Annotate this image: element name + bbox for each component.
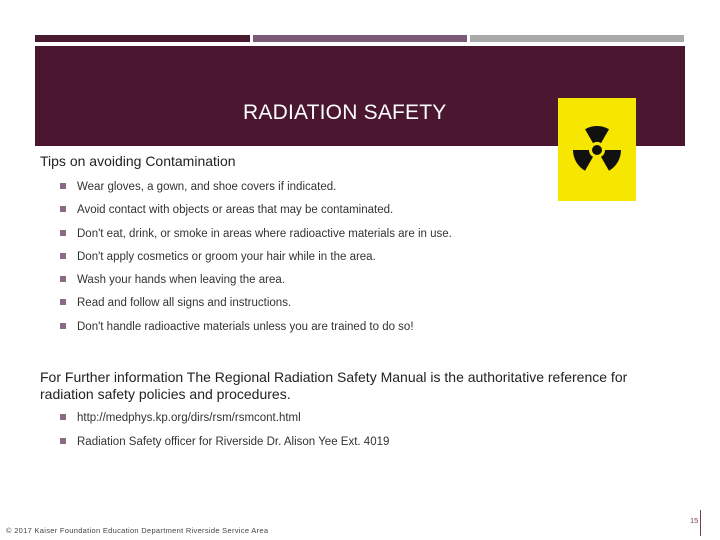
list-item (60, 435, 389, 459)
tips-list (60, 180, 452, 343)
square-bullet-icon (60, 206, 66, 212)
section-heading: Tips on avoiding Contamination (40, 153, 236, 169)
list-item (60, 273, 452, 296)
resource-link[interactable]: http://medphys.kp.org/dirs/rsm/rsmcont.html (77, 412, 301, 424)
radiation-hazard-image (558, 98, 636, 201)
square-bullet-icon (60, 299, 66, 305)
list-item (60, 227, 452, 250)
further-info-paragraph: For Further information The Regional Radiation Safety Manual is the authoritative reference for radiation safety policies and procedures. (40, 369, 628, 402)
list-item (60, 203, 452, 226)
accent-bar-gray (470, 35, 684, 42)
list-item (60, 411, 389, 435)
accent-bar-mid (253, 35, 467, 42)
page-number: 15 (690, 516, 699, 525)
list-item (60, 296, 452, 319)
page-number-divider (700, 510, 701, 536)
resource-contact: Radiation Safety officer for Riverside Dr. Alison Yee Ext. 4019 (77, 436, 390, 448)
accent-bar-dark (35, 35, 250, 42)
list-item (60, 250, 452, 273)
tip-text: Don't eat, drink, or smoke in areas where radioactive materials are in use. (77, 227, 452, 240)
square-bullet-icon (60, 438, 66, 444)
square-bullet-icon (60, 230, 66, 236)
square-bullet-icon (60, 323, 66, 329)
list-item (60, 320, 452, 343)
slide-title: RADIATION SAFETY (243, 101, 447, 124)
tip-text: Read and follow all signs and instructions. (77, 297, 292, 310)
square-bullet-icon (60, 183, 66, 189)
footer-copyright: © 2017 Kaiser Foundation Education Department Riverside Service Area (6, 526, 269, 535)
tip-text: Wash your hands when leaving the area. (77, 274, 285, 287)
tip-text: Don't handle radioactive materials unless you are trained to do so! (77, 320, 414, 333)
list-item (60, 180, 452, 203)
tip-text: Don't apply cosmetics or groom your hair while in the area. (77, 250, 376, 263)
square-bullet-icon (60, 253, 66, 259)
resources-list (60, 411, 389, 459)
tip-text: Avoid contact with objects or areas that may be contaminated. (77, 204, 394, 217)
radiation-trefoil-icon (571, 124, 623, 176)
tip-text: Wear gloves, a gown, and shoe covers if indicated. (77, 181, 337, 193)
square-bullet-icon (60, 276, 66, 282)
square-bullet-icon (60, 414, 66, 420)
